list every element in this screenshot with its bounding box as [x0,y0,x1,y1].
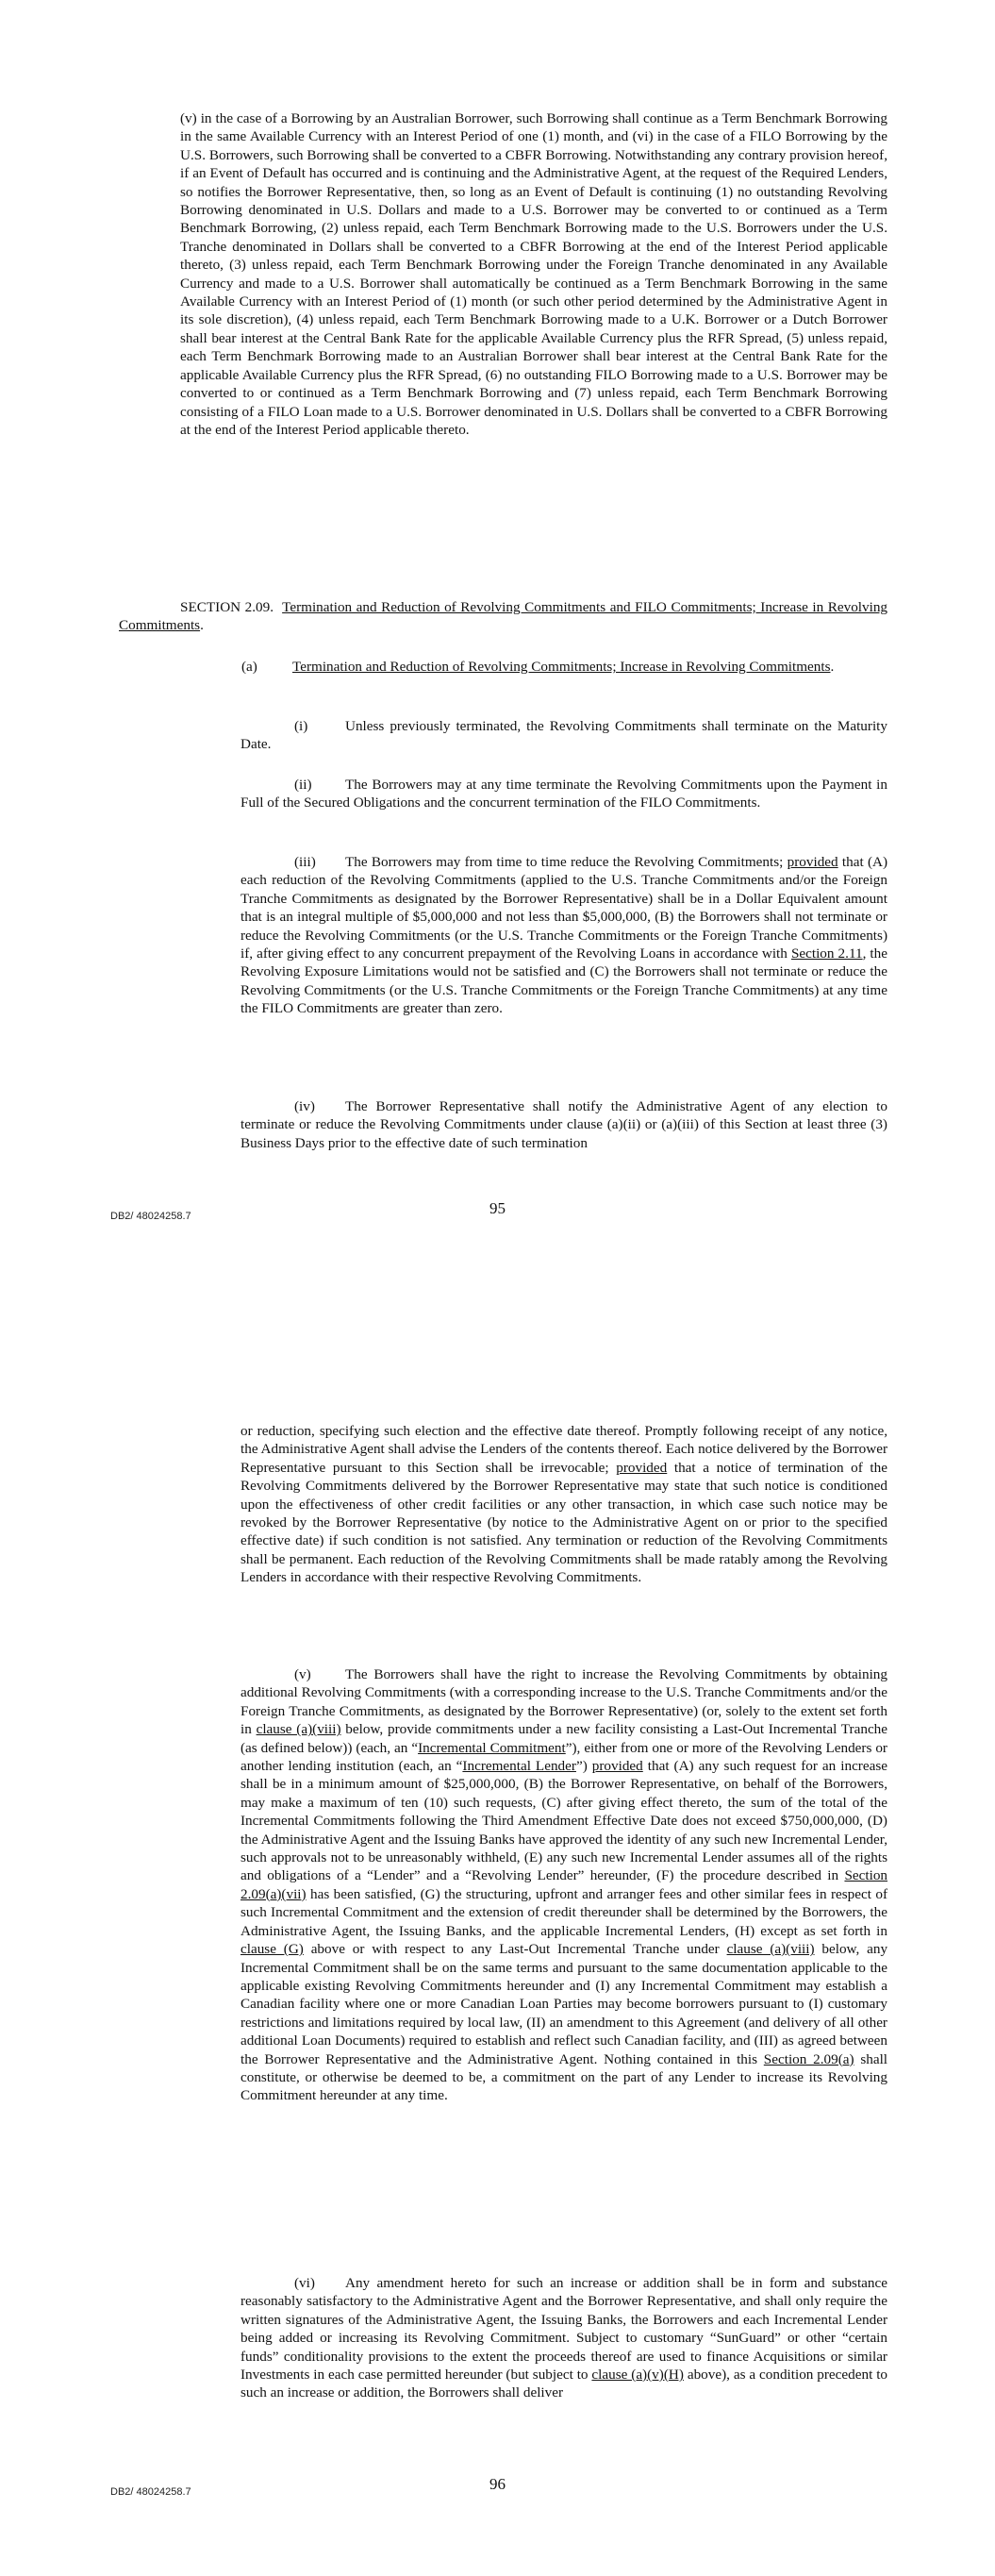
clause-iii-label: (iii) [294,854,316,870]
provided-term: provided [591,1758,643,1775]
clause-ref-g: clause (G) [240,1941,304,1958]
clause-v-text-1: The Borrowers shall have the right to increase the Revolving Commitments by obtaining additional Revolving Commitments (with a corresponding increase to the U.S. Tranche Commitments and/or the Foreign Tranche Commitments, as designated by the Borrower Representative) (or, solely to the extent set forth in [240,1666,887,1738]
defined-term-incremental-commitment: Incremental Commitment [418,1739,566,1756]
clause-v-text-3: ”), either from one or more of the Revolving Lenders or another lending institution (each, an “ [240,1739,887,1775]
clause-ref-a-viii: clause (a)(viii) [256,1721,341,1738]
clause-vi-text-2: above), as a condition precedent to such an increase or addition, the Borrowers shall deliver [240,2367,888,2401]
clause-iv-cont-a: or reduction, specifying such election and the effective date thereof. Promptly following receipt of any notice, the Administrative Agent shall advise the Lenders of the contents thereof. Each notice delivered by the Borrower Representative pursuant to this Section shall be irrevocable; [240,1423,887,1476]
clause-v [240,1665,887,2105]
clause-iv-label: (iv) [294,1098,315,1114]
subsection-a-heading: (a) Termination and Reduction of Revolving Commitments; Increase in Revolving Commitments. [241,659,835,675]
clause-vi-label: (vi) [294,2275,315,2291]
clause-iii-text-b: that (A) each reduction of the Revolving Commitments (applied to the U.S. Tranche Commitments and/or the Foreign Tranche Commitments as designated by the Borrower Representative) shall be in a Dollar Equivalent amount that is an integral multiple of $5,000,000 and not less than $5,000,000, (B) the Borrowers shall not terminate or reduce the Revolving Commitments (or the U.S. Tranche Commitments or the Foreign Tranche Commitments) if, after giving effect to any concurrent prepayment of the Revolving Loans in accordance with [240,854,888,962]
clause-iv [240,1097,887,1152]
clause-iii-text-a: The Borrowers may from time to time reduce the Revolving Commitments; [345,854,784,870]
section-label: SECTION 2.09. [180,599,274,615]
subsection-a-label: (a) [241,659,257,675]
section-2-09-heading: SECTION 2.09. Termination and Reduction of Revolving Commitments and FILO Commitments; Increase in Revolving Commitments. [119,599,888,634]
continuation-text: (v) in the case of a Borrowing by an Australian Borrower, such Borrowing shall continue as a Term Benchmark Borrowing in the same Available Currency with an Interest Period of one (1) month, and (vi) in the case of a FILO Borrowing by the U.S. Borrowers, such Borrowing shall be converted to a CBFR Borrowing. Notwithstanding any contrary provision hereof, if an Event of Default has occurred and is continuing and the Administrative Agent, at the request of the Required Lenders, so notifies the Borrower Representative, then, so long as an Event of Default is continuing (1) no outstanding Revolving Borrowing denominated in U.S. Dollars and made to a U.S. Borrower may be converted to or continued as a Term Benchmark Borrowing, (2) unless repaid, each Term Benchmark Borrowing made to the U.S. Borrowers under the U.S. Tranche denominated in Dollars shall be converted to a CBFR Borrowing at the end of the Interest Period applicable thereto, (3) unless repaid, each Term Benchmark Borrowing under the Foreign Tranche denominated in any Available Currency and made to a U.S. Borrower shall automatically be continued as a Term Benchmark Borrowing in the same Available Currency with an Interest Period of (1) month (or such other period determined by the Administrative Agent in its sole discretion), (4) unless repaid, each Term Benchmark Borrowing made to a U.K. Borrower or a Dutch Borrower shall bear interest at the Central Bank Rate for the applicable Available Currency plus the RFR Spread, (5) unless repaid, each Term Benchmark Borrowing made to an Australian Borrower shall bear interest at the Central Bank Rate for the applicable Available Currency plus the RFR Spread, (6) no outstanding FILO Borrowing made to a U.S. Borrower may be converted to or continued as a Term Benchmark Borrowing and (7) unless repaid, each Term Benchmark Borrowing consisting of a FILO Loan made to a U.S. Borrower denominated in U.S. Dollars shall be converted to a CBFR Borrowing at the end of the Interest Period applicable thereto. [180,110,887,438]
page-number: 95 [489,1199,506,1217]
clause-v-text-9: shall constitute, or otherwise be deemed to be, a commitment on the part of any Lender to increase its Revolving Commitment hereunder at any time. [240,2050,888,2104]
document-id: DB2/ 48024258.7 [110,2486,191,2498]
section-title: Termination and Reduction of Revolving Commitments and FILO Commitments; Increase in Revolving Commitments [119,599,888,634]
clause-ii-text: The Borrowers may at any time terminate the Revolving Commitments upon the Payment in Full of the Secured Obligations and the concurrent termination of the FILO Commitments. [240,777,887,811]
provided-term: provided [616,1459,668,1476]
clause-vi [240,2274,887,2402]
clause-iii [240,853,887,1018]
section-ref-2-09-a: Section 2.09(a) [763,2050,854,2067]
clause-ref-a-viii-2: clause (a)(viii) [726,1941,815,1958]
clause-i [240,717,887,754]
clause-i-text: Unless previously terminated, the Revolving Commitments shall terminate on the Maturity Date. [240,718,887,753]
clause-v-text-4: ”) [575,1758,588,1775]
provided-term: provided [787,854,838,870]
clause-v-text-5: that (A) any such request for an increase shall be in a minimum amount of $25,000,000, (B) the Borrower Representative, on behalf of the Borrowers, may make a maximum of ten (10) such requests, (C) after giving effect thereto, the sum of the total of the Incremental Commitments following the Third Amendment Effective Date does not exceed $750,000,000, (D) the Administrative Agent and the Issuing Banks have approved the identity of any such new Incremental Lender, such approvals not to be unreasonably withheld, (E) any such new Incremental Lender assumes all of the rights and obligations of a “Lender” and a “Revolving Lender” hereunder, (F) the procedure described in [240,1758,887,1884]
defined-term-incremental-lender: Incremental Lender [462,1758,576,1775]
clause-v-text-7: above or with respect to any Last-Out Incremental Tranche under [310,1941,720,1958]
clause-v-text-8: below, any Incremental Commitment shall be on the same terms and pursuant to the same documentation applicable to the applicable existing Revolving Commitments hereunder and (I) any Incremental Commitment may establish a Canadian facility where one or more Canadian Loan Parties may become borrowers pursuant to (I) customary restrictions and limitations required by local law, (II) an amendment to this Agreement (and delivery of all other additional Loan Documents) required to establish and reflect such Canadian facility, and (III) as agreed between the Borrower Representative and the Administrative Agent. Nothing contained in this [240,1941,888,2067]
section-ref-2-09-a-vii: Section 2.09(a)(vii) [240,1867,888,1902]
clause-iii-text-c: , the Revolving Exposure Limitations would not be satisfied and (C) the Borrowers shall not terminate or reduce the Revolving Commitments (or the U.S. Tranche Commitments or the Foreign Tranche Commitments) at any time the FILO Commitments are greater than zero. [240,945,887,1017]
clause-iv-continuation [240,1422,887,1587]
subsection-a-title: Termination and Reduction of Revolving Commitments; Increase in Revolving Commitments [292,659,831,675]
clause-iv-cont-b: that a notice of termination of the Revolving Commitments delivered by the Borrower Representative may state that such notice is conditioned upon the effectiveness of other credit facilities or any other transaction, in which case such notice may be revoked by the Borrower Representative (by notice to the Administrative Agent on or prior to the specified effective date) if such condition is not satisfied. Any termination or reduction of the Revolving Commitments shall be permanent. Each reduction of the Revolving Commitments shall be made ratably among the Revolving Lenders in accordance with their respective Revolving Commitments. [240,1459,887,1586]
document-id: DB2/ 48024258.7 [110,1211,191,1222]
clause-vi-text-1: Any amendment hereto for such an increase or addition shall be in form and substance reasonably satisfactory to the Administrative Agent and the Borrower Representative, and shall only require the written signatures of the Administrative Agent, the Issuing Banks, the Borrowers and each Incremental Lender being added or increasing its Revolving Commitment. Subject to customary “SunGuard” or other “certain funds” conditionality provisions to the extent the proceeds thereof are used to finance Acquisitions or similar Investments in each case permitted hereunder (but subject to [240,2275,887,2384]
clause-v-text-6: has been satisfied, (G) the structuring, upfront and arranger fees and other similar fees in respect of such Incremental Commitment and the extension of credit thereunder shall be determined by the Borrowers, the Administrative Agent, the Issuing Banks, and the applicable Incremental Lenders, (H) except as set forth in [240,1885,888,1939]
clause-ii-label: (ii) [294,777,312,793]
clause-ii [240,776,887,812]
clause-v-label: (v) [294,1666,311,1682]
page-96 [0,1288,995,2576]
para-continuation [180,109,887,439]
clause-iv-text: The Borrower Representative shall notify the Administrative Agent of any election to terminate or reduce the Revolving Commitments under clause (a)(ii) or (a)(iii) of this Section at least three (3) Business Days prior to the effective date of such termination [240,1098,887,1151]
clause-i-label: (i) [294,718,308,734]
clause-v-text-2: below, provide commitments under a new facility consisting a Last-Out Incremental Tranche (as defined below)) (each, an “ [240,1721,888,1756]
page-number: 96 [489,2475,506,2493]
clause-ref-a-v-h: clause (a)(v)(H) [591,2367,684,2384]
section-ref-2-11: Section 2.11 [790,945,863,962]
